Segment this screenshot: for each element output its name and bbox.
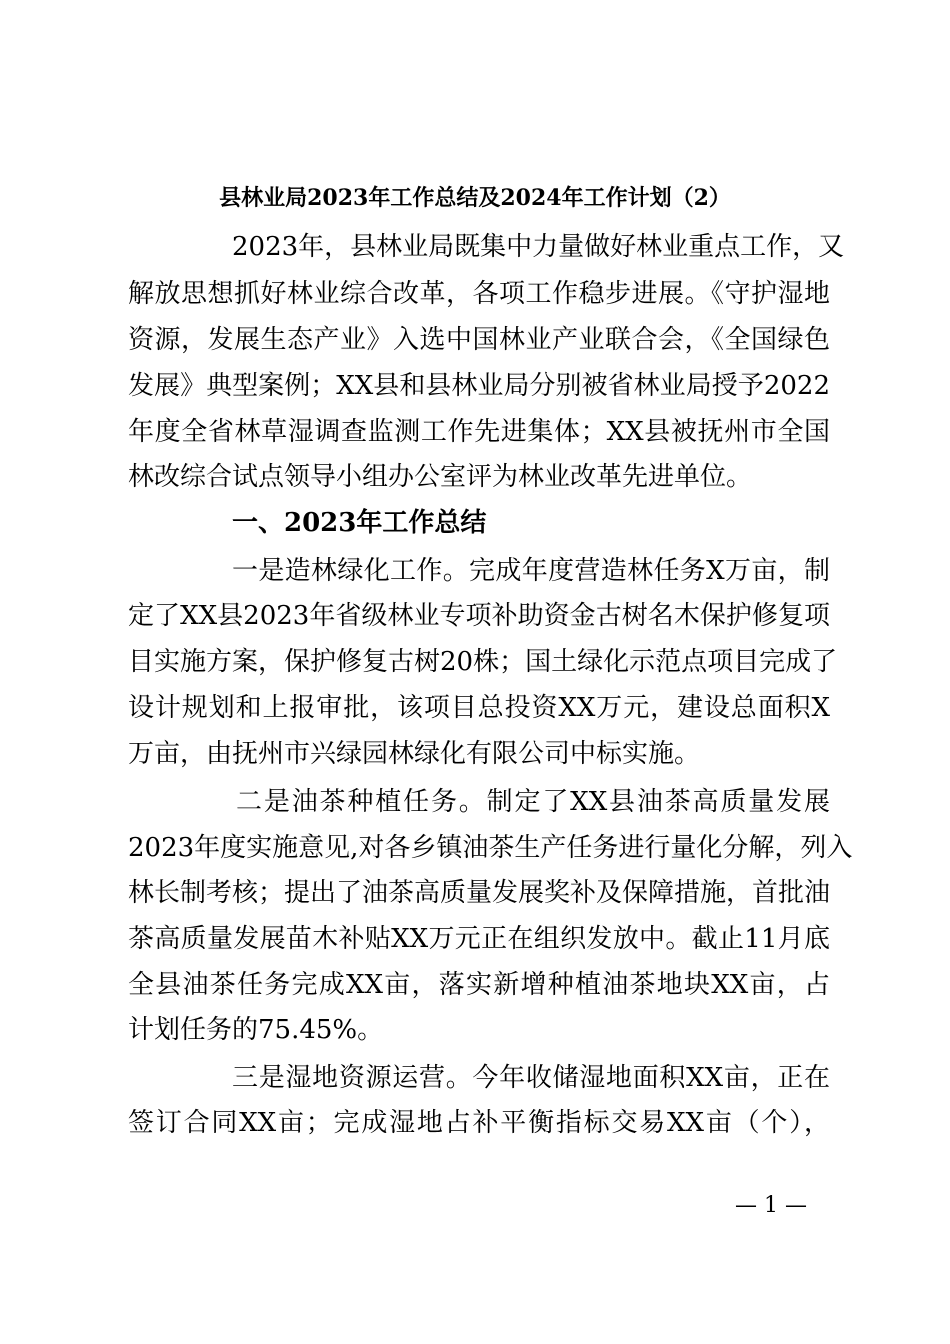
intro-line: 林改综合试点领导小组办公室评为林业改革先进单位。 — [128, 462, 753, 492]
intro-line: 解放思想抓好林业综合改革，各项工作稳步进展。《守护湿地 — [128, 279, 830, 309]
paragraph-line: 计划任务的75.45%。 — [128, 1015, 384, 1045]
paragraph-line: 定了XX县2023年省级林业专项补助资金古树名木保护修复项 — [128, 601, 830, 631]
paragraph-line: 签订合同XX亩；完成湿地占补平衡指标交易XX亩（个）， — [128, 1108, 830, 1138]
intro-line: 发展》典型案例；XX县和县林业局分别被省林业局授予2022 — [128, 371, 830, 401]
paragraph-line: 茶高质量发展苗木补贴XX万元正在组织发放中。截止11月底 — [128, 924, 830, 954]
paragraph-line: 三是湿地资源运营。今年收储湿地面积XX亩，正在 — [232, 1063, 830, 1093]
paragraph-line: 万亩，由抚州市兴绿园林绿化有限公司中标实施。 — [128, 739, 701, 769]
document-title: 县林业局2023年工作总结及2024年工作计划（2） — [219, 185, 731, 211]
section-heading: 一、2023年工作总结 — [232, 508, 487, 538]
paragraph-line: 2023年度实施意见,对各乡镇油茶生产任务进行量化分解，列入 — [128, 833, 853, 863]
paragraph-line: 全县油茶任务完成XX亩，落实新增种植油茶地块XX亩，占 — [128, 970, 830, 1000]
paragraph-line: 二是油茶种植任务。制定了XX县油茶高质量发展 — [236, 787, 830, 817]
paragraph-line: 林长制考核；提出了油茶高质量发展奖补及保障措施，首批油 — [128, 878, 831, 908]
intro-line: 年度全省林草湿调查监测工作先进集体；XX县被抚州市全国 — [128, 417, 830, 447]
paragraph-line: 一是造林绿化工作。完成年度营造林任务X万亩，制 — [232, 556, 830, 586]
intro-line: 2023年，县林业局既集中力量做好林业重点工作，又 — [232, 232, 845, 262]
paragraph-line: 设计规划和上报审批，该项目总投资XX万元，建设总面积X — [128, 693, 830, 723]
intro-line: 资源，发展生态产业》入选中国林业产业联合会，《全国绿色 — [128, 325, 830, 355]
page-number: — 1 — — [735, 1193, 807, 1218]
paragraph-line: 目实施方案，保护修复古树20株；国土绿化示范点项目完成了 — [128, 647, 838, 677]
